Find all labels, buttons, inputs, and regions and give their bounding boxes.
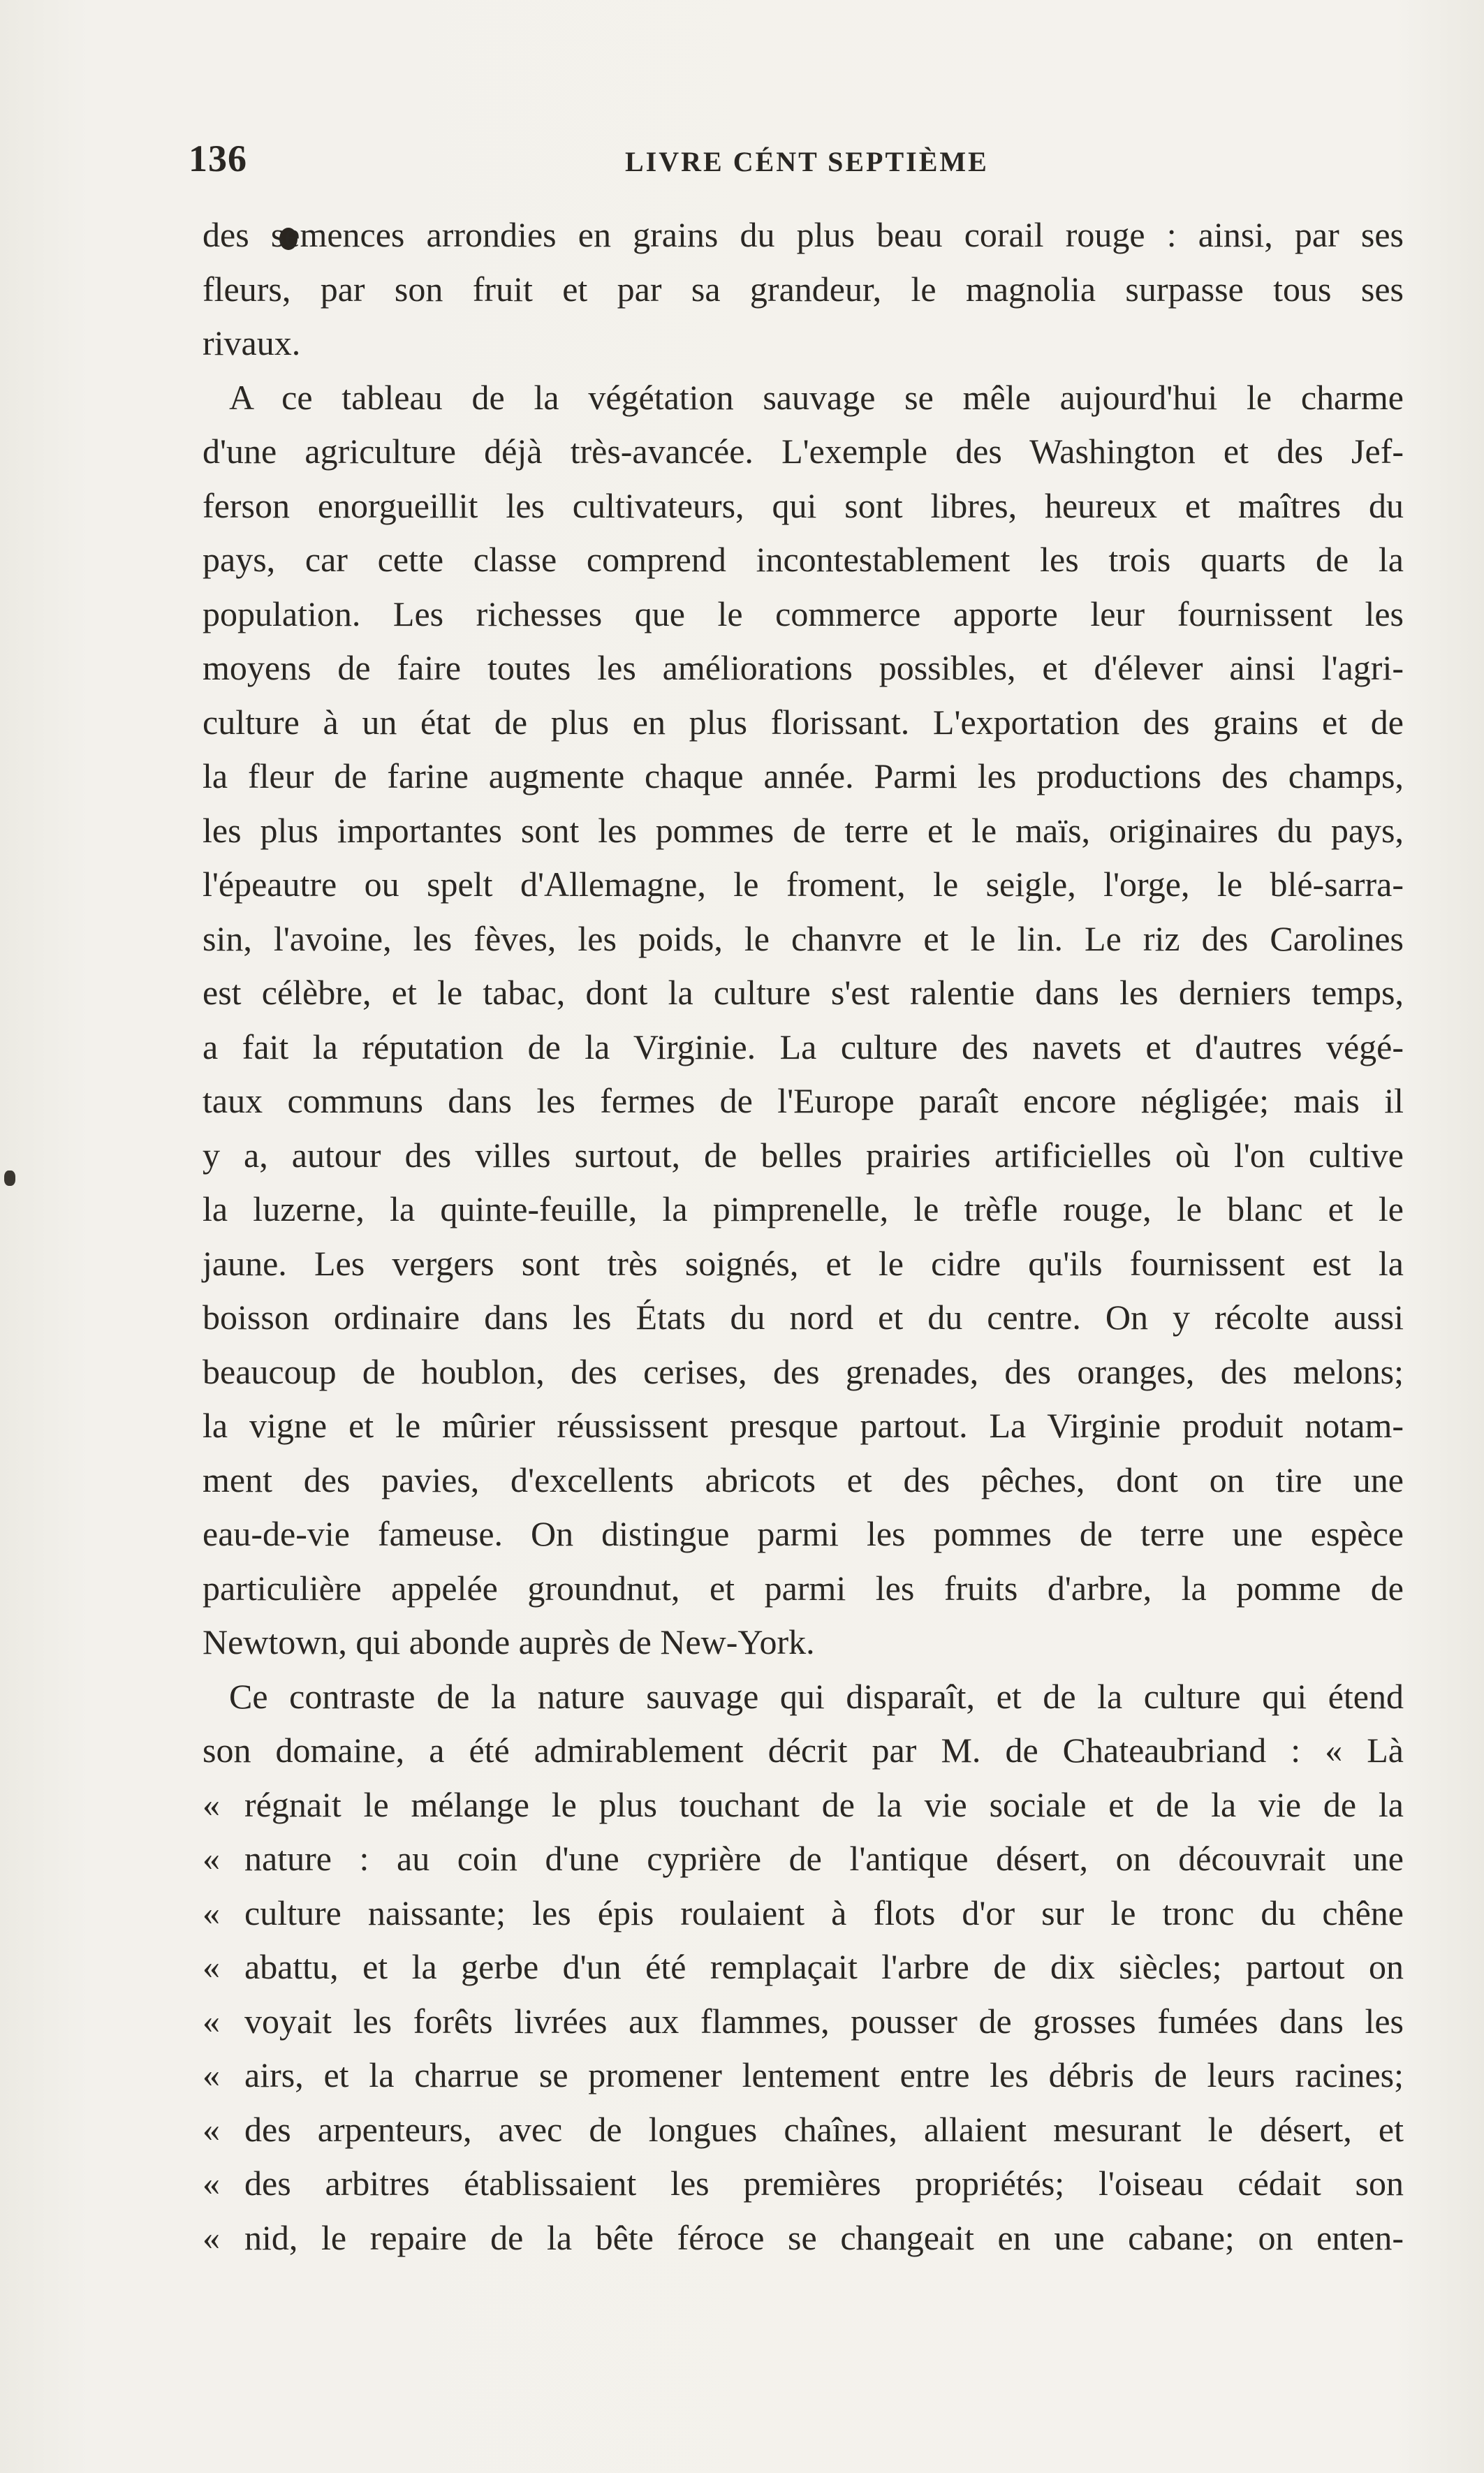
quoted-text: abattu, et la gerbe d'un été remplaçait l'arbre de dix siècles; partout on [244,1947,1404,1986]
text-line: ferson enorgueillit les cultivateurs, qui sont libres, heureux et maîtres du [203,485,1404,525]
body-text [203,208,1404,2265]
quoted-text: nid, le repaire de la bête féroce se changeait en une cabane; on enten- [244,2217,1404,2257]
text-line: la luzerne, la quinte-feuille, la pimprenelle, le trèfle rouge, le blanc et le [203,1189,1404,1228]
quoted-line [203,1778,1404,1833]
quote-mark: « [203,1839,220,1878]
text-line: les plus importantes sont les pommes de terre et le maïs, originaires du pays, [203,810,1404,850]
text-line: son domaine, a été admirablement décrit par M. de Chateaubriand : « Là [203,1731,1404,1770]
quote-mark: « [203,1784,220,1824]
quoted-text: culture naissante; les épis roulaient à flots d'or sur le tronc du chêne [244,1893,1404,1932]
text-line: a fait la réputation de la Virginie. La culture des navets et d'autres végé- [203,1027,1404,1066]
text-line: pays, car cette classe comprend incontestablement les trois quarts de la [203,540,1404,579]
quoted-text: des arbitres établissaient les premières propriétés; l'oiseau cédait son [244,2164,1404,2203]
page-header [189,137,1411,186]
text-line: fleurs, par son fruit et par sa grandeur, le magnolia surpasse tous ses [203,269,1404,309]
text-line: la vigne et le mûrier réussissent presque partout. La Virginie produit notam- [203,1406,1404,1445]
text-line: culture à un état de plus en plus florissant. L'exportation des grains et de [203,702,1404,742]
text-line: d'une agriculture déjà très-avancée. L'exemple des Washington et des Jef- [203,432,1404,471]
quote-mark: « [203,2109,220,2149]
quoted-text: des arpenteurs, avec de longues chaînes, allaient mesurant le désert, et [244,2109,1404,2149]
text-line: Newtown, qui abonde auprès de New-York. [203,1622,815,1661]
quote-mark: « [203,2164,220,2203]
quote-mark: « [203,1893,220,1932]
text-line: eau-de-vie fameuse. On distingue parmi les pommes de terre une espèce [203,1514,1404,1553]
quoted-text: voyait les forêts livrées aux flammes, pousser de grosses fumées dans les [244,2001,1404,2041]
quoted-line [203,1886,1404,1941]
margin-mark [4,1171,15,1186]
text-line: rivaux. [203,323,301,362]
quoted-line [203,2211,1404,2266]
text-line: particulière appelée groundnut, et parmi les fruits d'arbre, la pomme de [203,1568,1404,1608]
paragraph-start-line: Ce contraste de la nature sauvage qui disparaît, et de la culture qui étend [229,1676,1404,1716]
text-line: beaucoup de houblon, des cerises, des grenades, des oranges, des melons; [203,1351,1404,1391]
quoted-line [203,1940,1404,1995]
quoted-line [203,2157,1404,2211]
text-line: y a, autour des villes surtout, de belles prairies artificielles où l'on cultive [203,1135,1404,1175]
text-line: taux communs dans les fermes de l'Europe paraît encore négligée; mais il [203,1081,1404,1120]
quoted-line [203,2103,1404,2157]
quoted-line [203,1832,1404,1886]
text-line: jaune. Les vergers sont très soignés, et le cidre qu'ils fournissent est la [203,1243,1404,1283]
quoted-text: régnait le mélange le plus touchant de la vie sociale et de la vie de la [244,1784,1404,1824]
text-line: ment des pavies, d'excellents abricots et des pêches, dont on tire une [203,1460,1404,1499]
text-line: moyens de faire toutes les améliorations possibles, et d'élever ainsi l'agri- [203,648,1404,687]
text-line: sin, l'avoine, les fèves, les poids, le chanvre et le lin. Le riz des Carolines [203,918,1404,958]
text-line: l'épeautre ou spelt d'Allemagne, le froment, le seigle, l'orge, le blé-sarra- [203,865,1404,904]
running-head: LIVRE CÉNT SEPTIÈME [625,146,989,177]
paragraph-start-line: A ce tableau de la végétation sauvage se mêle aujourd'hui le charme [229,377,1404,417]
quote-mark: « [203,2055,220,2094]
text-line: boisson ordinaire dans les États du nord et du centre. On y récolte aussi [203,1298,1404,1337]
quoted-text: nature : au coin d'une cyprière de l'antique désert, on découvrait une [244,1839,1404,1878]
quote-mark: « [203,2001,220,2041]
text-line: population. Les richesses que le commerce apporte leur fournissent les [203,594,1404,633]
text-line: des semences arrondies en grains du plus beau corail rouge : ainsi, par ses [203,215,1404,254]
page-number: 136 [189,138,247,179]
text-line: la fleur de farine augmente chaque année. Parmi les productions des champs, [203,756,1404,795]
quoted-line [203,1995,1404,2049]
quote-mark: « [203,1947,220,1986]
quote-mark: « [203,2217,220,2257]
quoted-line [203,2048,1404,2103]
quoted-text: airs, et la charrue se promener lentement entre les débris de leurs racines; [244,2055,1404,2094]
text-line: est célèbre, et le tabac, dont la culture s'est ralentie dans les derniers temps, [203,973,1404,1012]
